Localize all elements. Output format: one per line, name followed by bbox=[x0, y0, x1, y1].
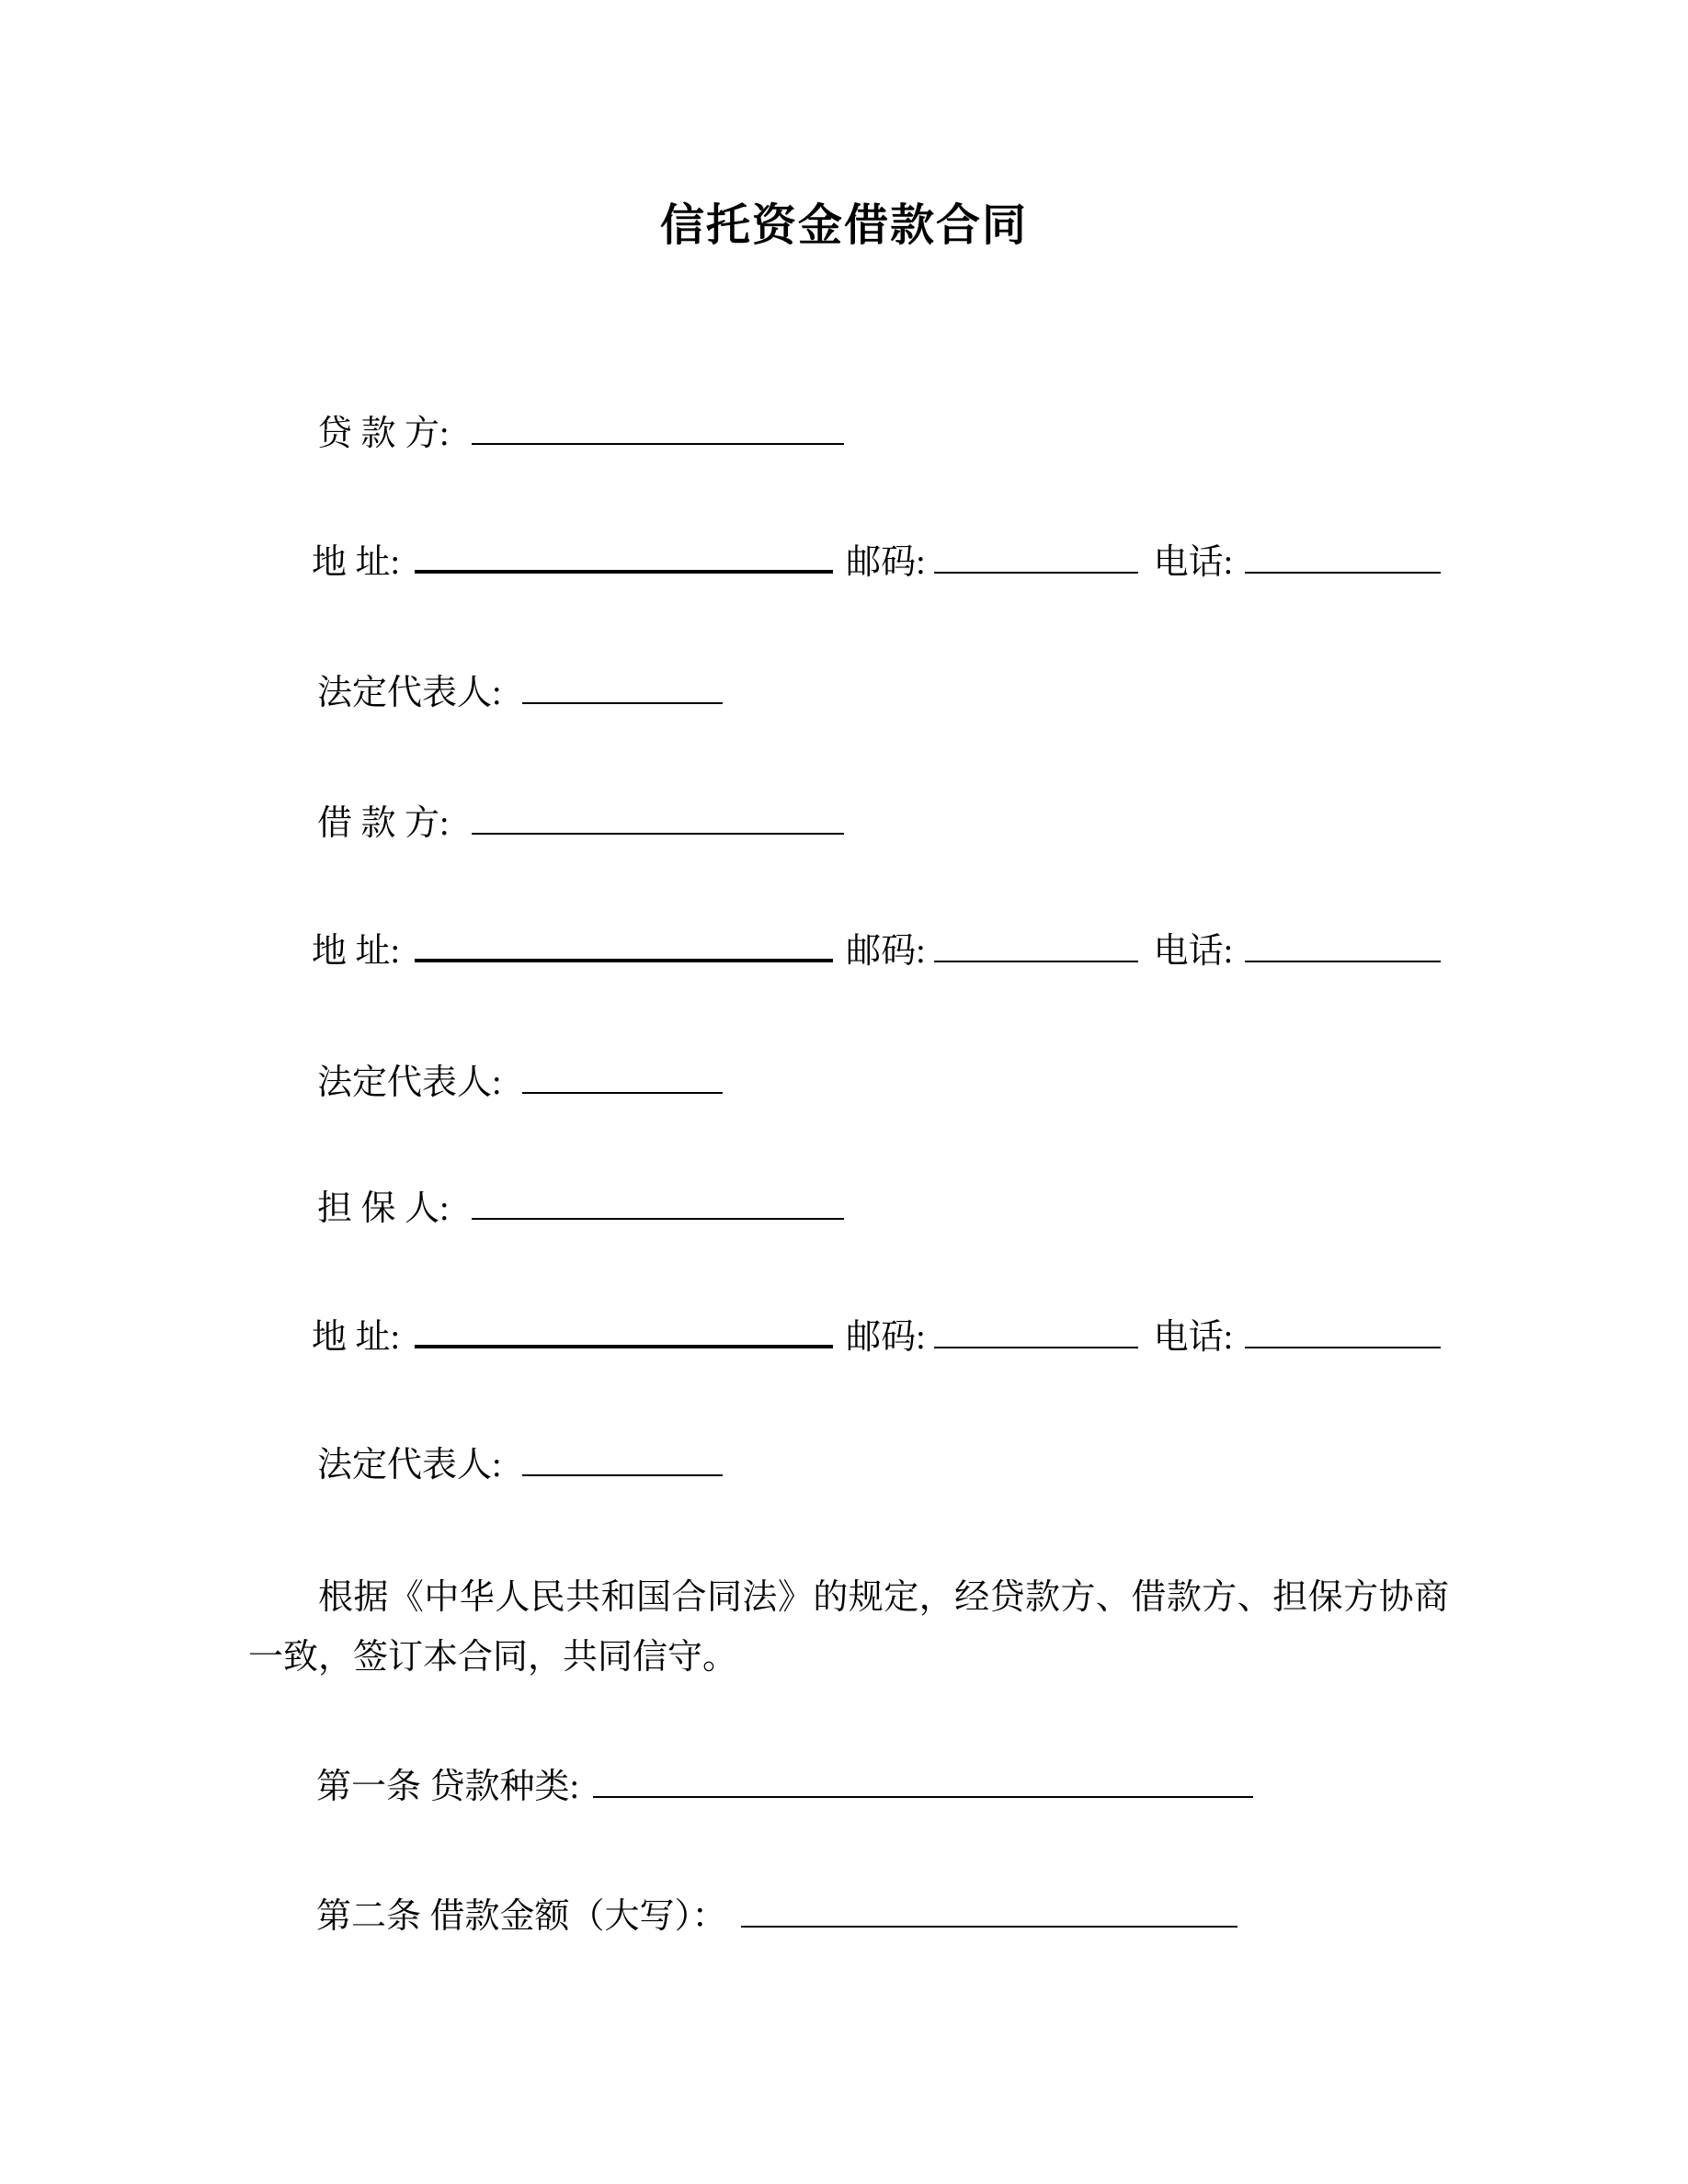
borrower-postcode-field[interactable] bbox=[934, 933, 1138, 962]
lender-rep-field[interactable] bbox=[522, 675, 723, 704]
phone-label: 电话: bbox=[1153, 1318, 1234, 1357]
guarantor-address-row bbox=[312, 1315, 1441, 1359]
article-2-row bbox=[316, 1894, 1237, 1939]
loan-type-field[interactable] bbox=[593, 1769, 1253, 1798]
intro-paragraph: 根据《中华人民共和国合同法》的规定，经贷款方、借款方、担保方协商一致，签订本合同，共同信守。 bbox=[248, 1578, 1449, 1677]
postcode-label: 邮码: bbox=[846, 1318, 926, 1357]
borrower-rep-field[interactable] bbox=[522, 1064, 723, 1094]
postcode-label: 邮码: bbox=[846, 932, 926, 971]
borrower-rep-row bbox=[317, 1061, 723, 1105]
legal-rep-label: 法定代表人: bbox=[317, 1446, 502, 1484]
guarantor-label: 担 保 人: bbox=[317, 1189, 450, 1228]
address-label: 地 址: bbox=[312, 543, 401, 582]
lender-phone-field[interactable] bbox=[1245, 544, 1441, 574]
lender-address-field[interactable] bbox=[415, 542, 833, 574]
guarantor-name-field[interactable] bbox=[472, 1190, 844, 1220]
borrower-phone-field[interactable] bbox=[1245, 933, 1441, 962]
loan-amount-field[interactable] bbox=[741, 1898, 1237, 1928]
postcode-label: 邮码: bbox=[846, 543, 926, 582]
guarantor-rep-row bbox=[317, 1443, 723, 1487]
borrower-address-field[interactable] bbox=[415, 931, 833, 962]
guarantor-phone-field[interactable] bbox=[1245, 1319, 1441, 1348]
phone-label: 电话: bbox=[1153, 932, 1234, 971]
lender-address-row bbox=[312, 540, 1441, 585]
lender-rep-row bbox=[317, 671, 723, 715]
lender-name-field[interactable] bbox=[472, 415, 844, 445]
article-1-label: 第一条 贷款种类: bbox=[316, 1768, 580, 1806]
article-2-label: 第二条 借款金额（大写）： bbox=[316, 1897, 727, 1936]
document-title: 信托资金借款合同 bbox=[659, 201, 1028, 250]
borrower-address-row bbox=[312, 929, 1441, 973]
guarantor-postcode-field[interactable] bbox=[934, 1319, 1138, 1348]
address-label: 地 址: bbox=[312, 932, 401, 971]
lender-postcode-field[interactable] bbox=[934, 544, 1138, 574]
guarantor-rep-field[interactable] bbox=[522, 1447, 723, 1476]
borrower-name-field[interactable] bbox=[472, 805, 844, 835]
lender-label: 贷 款 方: bbox=[317, 415, 450, 453]
phone-label: 电话: bbox=[1153, 543, 1234, 582]
address-label: 地 址: bbox=[312, 1318, 401, 1357]
guarantor-address-field[interactable] bbox=[415, 1317, 833, 1348]
legal-rep-label: 法定代表人: bbox=[317, 1064, 502, 1102]
borrower-label: 借 款 方: bbox=[317, 804, 450, 843]
borrower-row bbox=[317, 802, 844, 846]
guarantor-row bbox=[317, 1187, 844, 1231]
article-1-row bbox=[316, 1765, 1253, 1809]
lender-row bbox=[317, 412, 844, 456]
legal-rep-label: 法定代表人: bbox=[317, 674, 502, 712]
